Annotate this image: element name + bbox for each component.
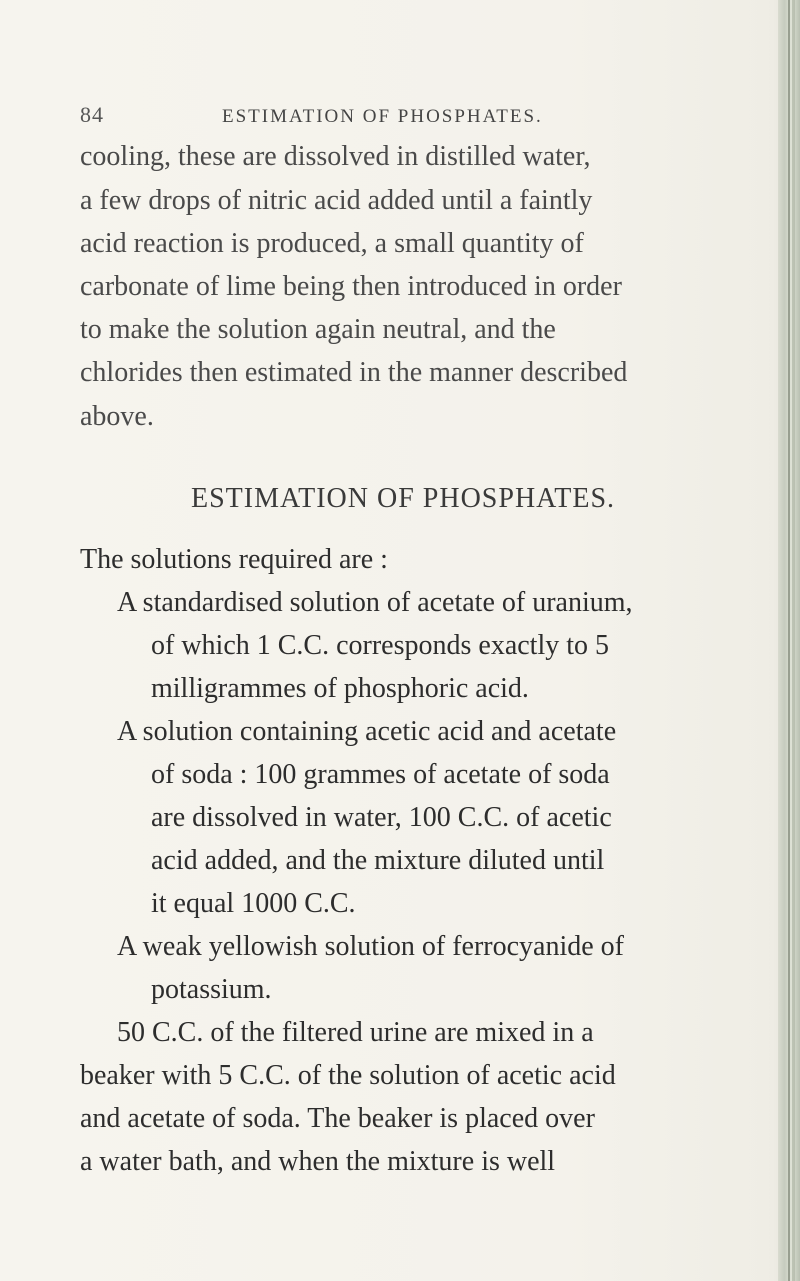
text-line: potassium. (151, 974, 272, 1005)
text-line: are dissolved in water, 100 C.C. of acetic (151, 802, 612, 833)
text-line: and acetate of soda. The beaker is placed over (80, 1103, 595, 1134)
text-line: The solutions required are : (80, 544, 388, 575)
gutter-shadow-line (788, 0, 790, 1281)
list-item: A solution containing acetic acid and acetate (117, 716, 617, 747)
text-line: of which 1 C.C. corresponds exactly to 5 (151, 630, 610, 661)
text-line: chlorides then estimated in the manner described (80, 357, 628, 388)
gutter-edge-line (792, 0, 795, 1281)
text-line: it equal 1000 C.C. (151, 888, 356, 919)
text-line: carbonate of lime being then introduced in order (80, 271, 622, 302)
text-line: to make the solution again neutral, and the (80, 314, 556, 345)
paragraph-start: 50 C.C. of the filtered urine are mixed in a (117, 1017, 594, 1048)
text-line: above. (80, 401, 154, 432)
text-line: beaker with 5 C.C. of the solution of acetic acid (80, 1060, 616, 1091)
text-line: cooling, these are dissolved in distilled water, (80, 141, 591, 172)
text-line: of soda : 100 grammes of acetate of soda (151, 759, 610, 790)
running-head: ESTIMATION OF PHOSPHATES. (222, 106, 543, 127)
section-heading: ESTIMATION OF PHOSPHATES. (191, 483, 616, 514)
text-line: acid reaction is produced, a small quantity of (80, 228, 584, 259)
text-line: acid added, and the mixture diluted until (151, 845, 605, 876)
page-number: 84 (80, 102, 104, 127)
text-line: a few drops of nitric acid added until a faintly (80, 185, 593, 216)
text-line: milligrammes of phosphoric acid. (151, 673, 529, 704)
list-item: A standardised solution of acetate of uranium, (117, 587, 633, 618)
text-line: a water bath, and when the mixture is well (80, 1146, 556, 1177)
list-item: A weak yellowish solution of ferrocyanide of (117, 931, 624, 962)
